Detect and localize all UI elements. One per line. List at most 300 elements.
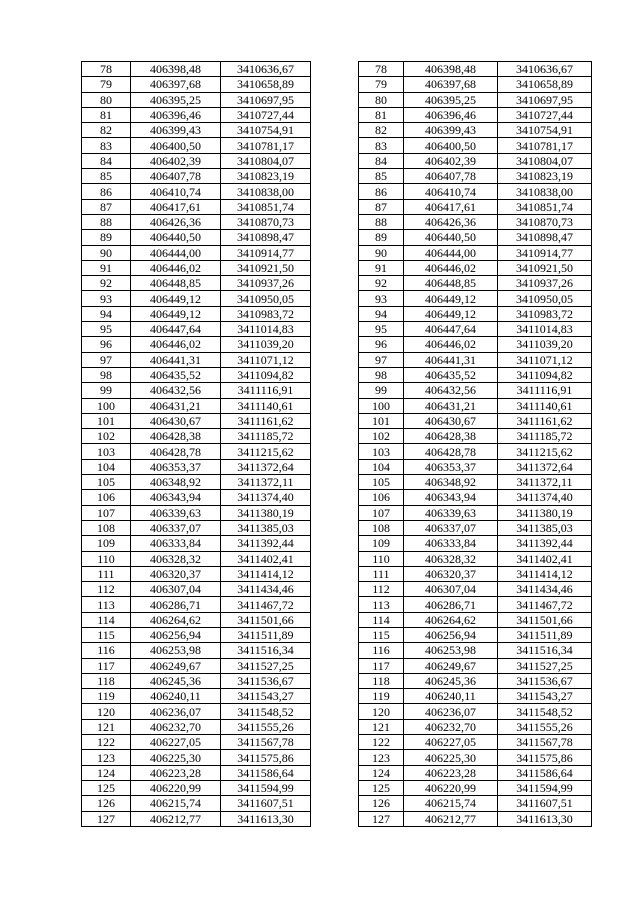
- x-coordinate-cell: 406447,64: [131, 322, 221, 337]
- x-coordinate-cell: 406245,36: [404, 673, 498, 688]
- y-coordinate-cell: 3411511,89: [498, 627, 592, 642]
- x-coordinate-cell: 406256,94: [404, 627, 498, 642]
- x-coordinate-cell: 406449,12: [131, 306, 221, 321]
- y-coordinate-cell: 3410754,91: [498, 123, 592, 138]
- table-row: [82, 352, 356, 367]
- table-row: [359, 597, 592, 612]
- table-row: [359, 673, 592, 688]
- point-number-cell: 106: [82, 490, 131, 505]
- table-row: [82, 169, 356, 184]
- table-row: [82, 260, 356, 275]
- point-number-cell: 96: [82, 337, 131, 352]
- spacer-cell: [311, 306, 356, 321]
- x-coordinate-cell: 406339,63: [131, 505, 221, 520]
- y-coordinate-cell: 3411094,82: [498, 367, 592, 382]
- y-coordinate-cell: 3410697,95: [498, 92, 592, 107]
- point-number-cell: 115: [82, 627, 131, 642]
- table-row: [359, 658, 592, 673]
- point-number-cell: 97: [359, 352, 404, 367]
- point-number-cell: 105: [359, 475, 404, 490]
- x-coordinate-cell: 406435,52: [404, 367, 498, 382]
- x-coordinate-cell: 406432,56: [131, 383, 221, 398]
- y-coordinate-cell: 3411613,30: [221, 811, 311, 826]
- x-coordinate-cell: 406256,94: [131, 627, 221, 642]
- x-coordinate-cell: 406444,00: [404, 245, 498, 260]
- x-coordinate-cell: 406333,84: [404, 536, 498, 551]
- point-number-cell: 111: [82, 566, 131, 581]
- y-coordinate-cell: 3411215,62: [498, 444, 592, 459]
- y-coordinate-cell: 3410950,05: [498, 291, 592, 306]
- x-coordinate-cell: 406402,39: [404, 153, 498, 168]
- table-row: [82, 475, 356, 490]
- x-coordinate-cell: 406212,77: [404, 811, 498, 826]
- table-row: [82, 796, 356, 811]
- x-coordinate-cell: 406227,05: [404, 735, 498, 750]
- coordinates-table-right: [358, 61, 592, 827]
- spacer-cell: [311, 245, 356, 260]
- spacer-cell: [311, 230, 356, 245]
- spacer-cell: [311, 444, 356, 459]
- table-row: [82, 199, 356, 214]
- point-number-cell: 117: [82, 658, 131, 673]
- point-number-cell: 95: [82, 322, 131, 337]
- x-coordinate-cell: 406220,99: [131, 780, 221, 795]
- y-coordinate-cell: 3411555,26: [498, 719, 592, 734]
- point-number-cell: 103: [359, 444, 404, 459]
- x-coordinate-cell: 406400,50: [404, 138, 498, 153]
- point-number-cell: 112: [359, 582, 404, 597]
- coordinates-table-left: [81, 61, 356, 827]
- table-row: [359, 260, 592, 275]
- table-row: [82, 765, 356, 780]
- y-coordinate-cell: 3411039,20: [221, 337, 311, 352]
- x-coordinate-cell: 406232,70: [131, 719, 221, 734]
- y-coordinate-cell: 3411185,72: [498, 429, 592, 444]
- y-coordinate-cell: 3410636,67: [221, 62, 311, 77]
- table-row: [359, 367, 592, 382]
- point-number-cell: 82: [82, 123, 131, 138]
- point-number-cell: 122: [359, 735, 404, 750]
- x-coordinate-cell: 406448,85: [131, 276, 221, 291]
- y-coordinate-cell: 3411014,83: [498, 322, 592, 337]
- table-row: [359, 551, 592, 566]
- table-row: [82, 643, 356, 658]
- x-coordinate-cell: 406431,21: [404, 398, 498, 413]
- table-row: [359, 704, 592, 719]
- point-number-cell: 121: [359, 719, 404, 734]
- table-row: [82, 230, 356, 245]
- point-number-cell: 81: [359, 107, 404, 122]
- point-number-cell: 78: [359, 62, 404, 77]
- table-row: [82, 566, 356, 581]
- y-coordinate-cell: 3411402,41: [221, 551, 311, 566]
- table-row: [359, 475, 592, 490]
- point-number-cell: 80: [359, 92, 404, 107]
- x-coordinate-cell: 406240,11: [404, 689, 498, 704]
- point-number-cell: 109: [359, 536, 404, 551]
- table-row: [359, 505, 592, 520]
- table-row: [82, 306, 356, 321]
- y-coordinate-cell: 3410921,50: [498, 260, 592, 275]
- point-number-cell: 80: [82, 92, 131, 107]
- spacer-cell: [311, 612, 356, 627]
- table-row: [82, 780, 356, 795]
- table-row: [359, 780, 592, 795]
- y-coordinate-cell: 3410823,19: [221, 169, 311, 184]
- point-number-cell: 90: [82, 245, 131, 260]
- x-coordinate-cell: 406446,02: [404, 337, 498, 352]
- x-coordinate-cell: 406449,12: [404, 306, 498, 321]
- point-number-cell: 84: [359, 153, 404, 168]
- point-number-cell: 79: [359, 77, 404, 92]
- spacer-cell: [311, 475, 356, 490]
- table-row: [82, 413, 356, 428]
- table-row: [359, 291, 592, 306]
- spacer-cell: [311, 322, 356, 337]
- x-coordinate-cell: 406446,02: [131, 337, 221, 352]
- x-coordinate-cell: 406417,61: [131, 199, 221, 214]
- table-row: [359, 352, 592, 367]
- point-number-cell: 99: [359, 383, 404, 398]
- y-coordinate-cell: 3410937,26: [221, 276, 311, 291]
- point-number-cell: 126: [359, 796, 404, 811]
- y-coordinate-cell: 3410697,95: [221, 92, 311, 107]
- x-coordinate-cell: 406348,92: [404, 475, 498, 490]
- table-row: [82, 551, 356, 566]
- spacer-cell: [311, 719, 356, 734]
- point-number-cell: 115: [359, 627, 404, 642]
- x-coordinate-cell: 406435,52: [131, 367, 221, 382]
- spacer-cell: [311, 673, 356, 688]
- x-coordinate-cell: 406448,85: [404, 276, 498, 291]
- table-row: [82, 337, 356, 352]
- y-coordinate-cell: 3410658,89: [221, 77, 311, 92]
- y-coordinate-cell: 3411392,44: [498, 536, 592, 551]
- point-number-cell: 86: [82, 184, 131, 199]
- table-row: [359, 429, 592, 444]
- spacer-cell: [311, 367, 356, 382]
- table-row: [359, 153, 592, 168]
- table-row: [82, 398, 356, 413]
- x-coordinate-cell: 406253,98: [404, 643, 498, 658]
- spacer-cell: [311, 796, 356, 811]
- table-row: [359, 735, 592, 750]
- x-coordinate-cell: 406337,07: [131, 520, 221, 535]
- x-coordinate-cell: 406249,67: [131, 658, 221, 673]
- table-row: [359, 612, 592, 627]
- y-coordinate-cell: 3411215,62: [221, 444, 311, 459]
- x-coordinate-cell: 406399,43: [404, 123, 498, 138]
- point-number-cell: 116: [359, 643, 404, 658]
- table-row: [82, 367, 356, 382]
- x-coordinate-cell: 406428,38: [404, 429, 498, 444]
- x-coordinate-cell: 406212,77: [131, 811, 221, 826]
- table-row: [82, 811, 356, 826]
- point-number-cell: 85: [359, 169, 404, 184]
- y-coordinate-cell: 3411511,89: [221, 627, 311, 642]
- spacer-cell: [311, 627, 356, 642]
- point-number-cell: 125: [82, 780, 131, 795]
- table-row: [359, 322, 592, 337]
- point-number-cell: 111: [359, 566, 404, 581]
- point-number-cell: 124: [359, 765, 404, 780]
- table-row: [359, 199, 592, 214]
- y-coordinate-cell: 3411185,72: [221, 429, 311, 444]
- table-row: [82, 444, 356, 459]
- y-coordinate-cell: 3411140,61: [498, 398, 592, 413]
- y-coordinate-cell: 3411467,72: [221, 597, 311, 612]
- x-coordinate-cell: 406397,68: [131, 77, 221, 92]
- y-coordinate-cell: 3410754,91: [221, 123, 311, 138]
- y-coordinate-cell: 3411501,66: [498, 612, 592, 627]
- table-row: [82, 673, 356, 688]
- table-row: [359, 62, 592, 77]
- x-coordinate-cell: 406449,12: [131, 291, 221, 306]
- table-row: [82, 520, 356, 535]
- x-coordinate-cell: 406353,37: [131, 459, 221, 474]
- x-coordinate-cell: 406328,32: [131, 551, 221, 566]
- x-coordinate-cell: 406223,28: [404, 765, 498, 780]
- y-coordinate-cell: 3410937,26: [498, 276, 592, 291]
- y-coordinate-cell: 3411414,12: [498, 566, 592, 581]
- x-coordinate-cell: 406417,61: [404, 199, 498, 214]
- table-row: [82, 627, 356, 642]
- table-row: [359, 689, 592, 704]
- table-row: [359, 444, 592, 459]
- table-row: [359, 398, 592, 413]
- y-coordinate-cell: 3411372,11: [221, 475, 311, 490]
- x-coordinate-cell: 406398,48: [404, 62, 498, 77]
- x-coordinate-cell: 406398,48: [131, 62, 221, 77]
- table-row: [82, 597, 356, 612]
- point-number-cell: 109: [82, 536, 131, 551]
- table-row: [359, 520, 592, 535]
- table-row: [82, 92, 356, 107]
- y-coordinate-cell: 3411527,25: [498, 658, 592, 673]
- table-row: [82, 138, 356, 153]
- y-coordinate-cell: 3411586,64: [498, 765, 592, 780]
- point-number-cell: 105: [82, 475, 131, 490]
- point-number-cell: 96: [359, 337, 404, 352]
- point-number-cell: 120: [82, 704, 131, 719]
- y-coordinate-cell: 3410636,67: [498, 62, 592, 77]
- point-number-cell: 121: [82, 719, 131, 734]
- spacer-cell: [311, 383, 356, 398]
- table-row: [359, 811, 592, 826]
- table-row: [359, 490, 592, 505]
- spacer-cell: [311, 658, 356, 673]
- table-row: [82, 291, 356, 306]
- table-row: [359, 750, 592, 765]
- point-number-cell: 104: [359, 459, 404, 474]
- point-number-cell: 95: [359, 322, 404, 337]
- x-coordinate-cell: 406264,62: [404, 612, 498, 627]
- spacer-cell: [311, 780, 356, 795]
- x-coordinate-cell: 406449,12: [404, 291, 498, 306]
- y-coordinate-cell: 3410914,77: [498, 245, 592, 260]
- x-coordinate-cell: 406441,31: [131, 352, 221, 367]
- point-number-cell: 89: [359, 230, 404, 245]
- point-number-cell: 98: [359, 367, 404, 382]
- table-row: [359, 413, 592, 428]
- point-number-cell: 119: [82, 689, 131, 704]
- table-row: [359, 276, 592, 291]
- point-number-cell: 98: [82, 367, 131, 382]
- spacer-cell: [311, 276, 356, 291]
- spacer-cell: [311, 352, 356, 367]
- point-number-cell: 88: [359, 214, 404, 229]
- point-number-cell: 83: [359, 138, 404, 153]
- point-number-cell: 124: [82, 765, 131, 780]
- y-coordinate-cell: 3411116,91: [221, 383, 311, 398]
- spacer-cell: [311, 62, 356, 77]
- point-number-cell: 125: [359, 780, 404, 795]
- y-coordinate-cell: 3410983,72: [221, 306, 311, 321]
- y-coordinate-cell: 3410870,73: [221, 214, 311, 229]
- point-number-cell: 94: [82, 306, 131, 321]
- x-coordinate-cell: 406348,92: [131, 475, 221, 490]
- y-coordinate-cell: 3411392,44: [221, 536, 311, 551]
- x-coordinate-cell: 406215,74: [404, 796, 498, 811]
- table-row: [82, 153, 356, 168]
- y-coordinate-cell: 3410898,47: [498, 230, 592, 245]
- y-coordinate-cell: 3410804,07: [498, 153, 592, 168]
- x-coordinate-cell: 406249,67: [404, 658, 498, 673]
- x-coordinate-cell: 406286,71: [404, 597, 498, 612]
- spacer-cell: [311, 153, 356, 168]
- spacer-cell: [311, 520, 356, 535]
- y-coordinate-cell: 3411613,30: [498, 811, 592, 826]
- y-coordinate-cell: 3411402,41: [498, 551, 592, 566]
- point-number-cell: 91: [82, 260, 131, 275]
- point-number-cell: 97: [82, 352, 131, 367]
- table-row: [359, 214, 592, 229]
- spacer-cell: [311, 566, 356, 581]
- table-row: [359, 796, 592, 811]
- x-coordinate-cell: 406320,37: [404, 566, 498, 581]
- spacer-cell: [311, 551, 356, 566]
- point-number-cell: 101: [82, 413, 131, 428]
- point-number-cell: 120: [359, 704, 404, 719]
- y-coordinate-cell: 3410727,44: [221, 107, 311, 122]
- point-number-cell: 101: [359, 413, 404, 428]
- x-coordinate-cell: 406402,39: [131, 153, 221, 168]
- x-coordinate-cell: 406407,78: [404, 169, 498, 184]
- x-coordinate-cell: 406430,67: [404, 413, 498, 428]
- point-number-cell: 107: [359, 505, 404, 520]
- point-number-cell: 92: [359, 276, 404, 291]
- y-coordinate-cell: 3411543,27: [221, 689, 311, 704]
- y-coordinate-cell: 3411527,25: [221, 658, 311, 673]
- table-row: [82, 214, 356, 229]
- spacer-cell: [311, 735, 356, 750]
- spacer-cell: [311, 459, 356, 474]
- y-coordinate-cell: 3411094,82: [221, 367, 311, 382]
- x-coordinate-cell: 406307,04: [404, 582, 498, 597]
- spacer-cell: [311, 199, 356, 214]
- table-row: [359, 337, 592, 352]
- point-number-cell: 116: [82, 643, 131, 658]
- point-number-cell: 104: [82, 459, 131, 474]
- x-coordinate-cell: 406223,28: [131, 765, 221, 780]
- y-coordinate-cell: 3411380,19: [221, 505, 311, 520]
- spacer-cell: [311, 291, 356, 306]
- y-coordinate-cell: 3411116,91: [498, 383, 592, 398]
- point-number-cell: 113: [359, 597, 404, 612]
- x-coordinate-cell: 406428,38: [131, 429, 221, 444]
- x-coordinate-cell: 406225,30: [131, 750, 221, 765]
- table-row: [82, 184, 356, 199]
- point-number-cell: 85: [82, 169, 131, 184]
- spacer-cell: [311, 490, 356, 505]
- table-row: [82, 536, 356, 551]
- x-coordinate-cell: 406446,02: [131, 260, 221, 275]
- y-coordinate-cell: 3411374,40: [221, 490, 311, 505]
- table-row: [82, 245, 356, 260]
- y-coordinate-cell: 3410898,47: [221, 230, 311, 245]
- y-coordinate-cell: 3411501,66: [221, 612, 311, 627]
- y-coordinate-cell: 3411372,64: [221, 459, 311, 474]
- spacer-cell: [311, 77, 356, 92]
- point-number-cell: 106: [359, 490, 404, 505]
- y-coordinate-cell: 3411543,27: [498, 689, 592, 704]
- table-row: [359, 566, 592, 581]
- x-coordinate-cell: 406397,68: [404, 77, 498, 92]
- y-coordinate-cell: 3410914,77: [221, 245, 311, 260]
- point-number-cell: 112: [82, 582, 131, 597]
- point-number-cell: 127: [359, 811, 404, 826]
- y-coordinate-cell: 3410804,07: [221, 153, 311, 168]
- table-row: [359, 582, 592, 597]
- point-number-cell: 82: [359, 123, 404, 138]
- table-row: [359, 184, 592, 199]
- point-number-cell: 110: [359, 551, 404, 566]
- x-coordinate-cell: 406227,05: [131, 735, 221, 750]
- point-number-cell: 118: [82, 673, 131, 688]
- point-number-cell: 87: [359, 199, 404, 214]
- x-coordinate-cell: 406236,07: [131, 704, 221, 719]
- point-number-cell: 78: [82, 62, 131, 77]
- x-coordinate-cell: 406232,70: [404, 719, 498, 734]
- point-number-cell: 83: [82, 138, 131, 153]
- x-coordinate-cell: 406407,78: [131, 169, 221, 184]
- point-number-cell: 107: [82, 505, 131, 520]
- y-coordinate-cell: 3411434,46: [221, 582, 311, 597]
- point-number-cell: 81: [82, 107, 131, 122]
- spacer-cell: [311, 260, 356, 275]
- table-row: [359, 169, 592, 184]
- point-number-cell: 114: [82, 612, 131, 627]
- y-coordinate-cell: 3410781,17: [221, 138, 311, 153]
- point-number-cell: 127: [82, 811, 131, 826]
- spacer-cell: [311, 765, 356, 780]
- table-row: [82, 612, 356, 627]
- spacer-cell: [311, 689, 356, 704]
- spacer-cell: [311, 704, 356, 719]
- point-number-cell: 102: [359, 429, 404, 444]
- table-row: [359, 107, 592, 122]
- point-number-cell: 93: [82, 291, 131, 306]
- y-coordinate-cell: 3411575,86: [498, 750, 592, 765]
- x-coordinate-cell: 406320,37: [131, 566, 221, 581]
- spacer-cell: [311, 214, 356, 229]
- y-coordinate-cell: 3410851,74: [498, 199, 592, 214]
- table-row: [359, 719, 592, 734]
- table-row: [359, 123, 592, 138]
- x-coordinate-cell: 406440,50: [404, 230, 498, 245]
- point-number-cell: 122: [82, 735, 131, 750]
- point-number-cell: 123: [359, 750, 404, 765]
